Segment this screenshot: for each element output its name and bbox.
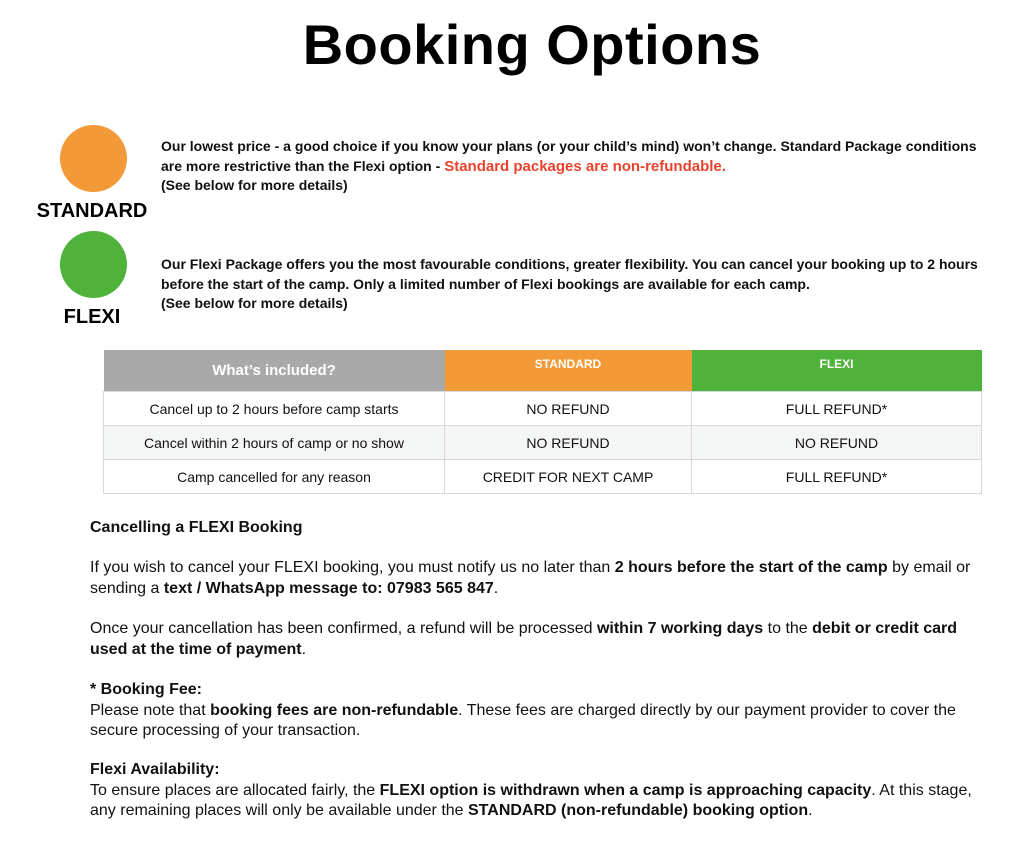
table-cell: FULL REFUND*: [692, 460, 982, 494]
table-cell: FULL REFUND*: [692, 392, 982, 426]
text-run: .: [301, 640, 307, 658]
phone-number-text: text / WhatsApp message to: 07983 565 847: [163, 579, 494, 597]
flexi-circle-icon: [60, 231, 127, 298]
table-cell: NO REFUND: [692, 426, 982, 460]
table-cell: Cancel within 2 hours of camp or no show: [104, 426, 445, 460]
comparison-table: [103, 350, 982, 494]
flexi-desc-text: Our Flexi Package offers you the most favourable conditions, greater flexibility. You can cancel your booking up to 2 hours before the start of the camp. Only a limited number of Flexi bookings are available for each camp.: [161, 256, 978, 292]
cancelling-paragraph-1: [90, 558, 990, 599]
text-run: .: [493, 579, 499, 597]
text-run: If you wish to cancel your FLEXI booking, you must notify us no later than: [90, 559, 615, 576]
header-flexi: FLEXI: [692, 350, 982, 392]
flexi-availability-section: [90, 760, 990, 822]
text-run-bold: 2 hours before the start of the camp: [614, 559, 888, 576]
header-whats-included: What’s included?: [104, 350, 445, 392]
cancelling-heading: [90, 518, 990, 539]
flexi-description: [161, 255, 991, 314]
text-run-bold: STANDARD (non-refundable) booking option: [468, 802, 809, 819]
table-cell: Camp cancelled for any reason: [104, 460, 445, 494]
flexi-see-below: (See below for more details): [161, 295, 348, 311]
standard-circle-icon: [60, 125, 127, 192]
table-row: [104, 460, 982, 494]
text-run-bold: debit or credit card used at the time of payment: [90, 620, 958, 658]
table-row: [104, 426, 982, 460]
flexi-availability-heading: Flexi Availability:: [90, 761, 220, 778]
page-title: Booking Options: [302, 13, 762, 76]
text-run-bold: within 7 working days: [596, 620, 764, 637]
standard-description: [161, 137, 991, 196]
text-run: Please note that: [90, 701, 211, 719]
text-run: Once your cancellation has been confirmed, a refund will be processed: [90, 620, 597, 637]
text-run-bold: FLEXI option is withdrawn when a camp is approaching capacity: [379, 781, 872, 799]
table-cell: CREDIT FOR NEXT CAMP: [445, 460, 692, 494]
booking-fee-section: [90, 680, 990, 742]
standard-see-below: (See below for more details): [161, 177, 348, 193]
text-run: .: [808, 802, 813, 819]
text-run: To ensure places are allocated fairly, the: [90, 781, 380, 799]
standard-desc-text: Our lowest price - a good choice if you know your plans (or your child’s mind) won’t change. Standard Package conditions are more restrictive than the Flexi option -: [161, 138, 977, 174]
text-run-bold: booking fees are non-refundable: [210, 701, 459, 719]
text-run: to the: [763, 620, 813, 637]
flexi-label: FLEXI: [63, 306, 121, 328]
text-run: . These fees are charged directly by our payment provider to cover the secure processing of your transaction.: [90, 701, 956, 739]
header-standard: STANDARD: [445, 350, 692, 392]
table-cell: NO REFUND: [445, 426, 692, 460]
booking-fee-heading: * Booking Fee:: [90, 681, 203, 698]
text-run: by email or sending a: [90, 559, 971, 597]
table-header-row: [104, 350, 982, 392]
text-run: . At this stage, any remaining places will only be available under the: [90, 781, 972, 819]
standard-label: STANDARD: [36, 200, 148, 222]
table-row: [104, 392, 982, 426]
standard-non-refundable-warning: Standard packages are non-refundable.: [444, 157, 726, 175]
table-cell: NO REFUND: [445, 392, 692, 426]
cancelling-heading-text: Cancelling a FLEXI Booking: [90, 519, 303, 536]
table-cell: Cancel up to 2 hours before camp starts: [104, 392, 445, 426]
cancelling-paragraph-2: [90, 619, 990, 660]
